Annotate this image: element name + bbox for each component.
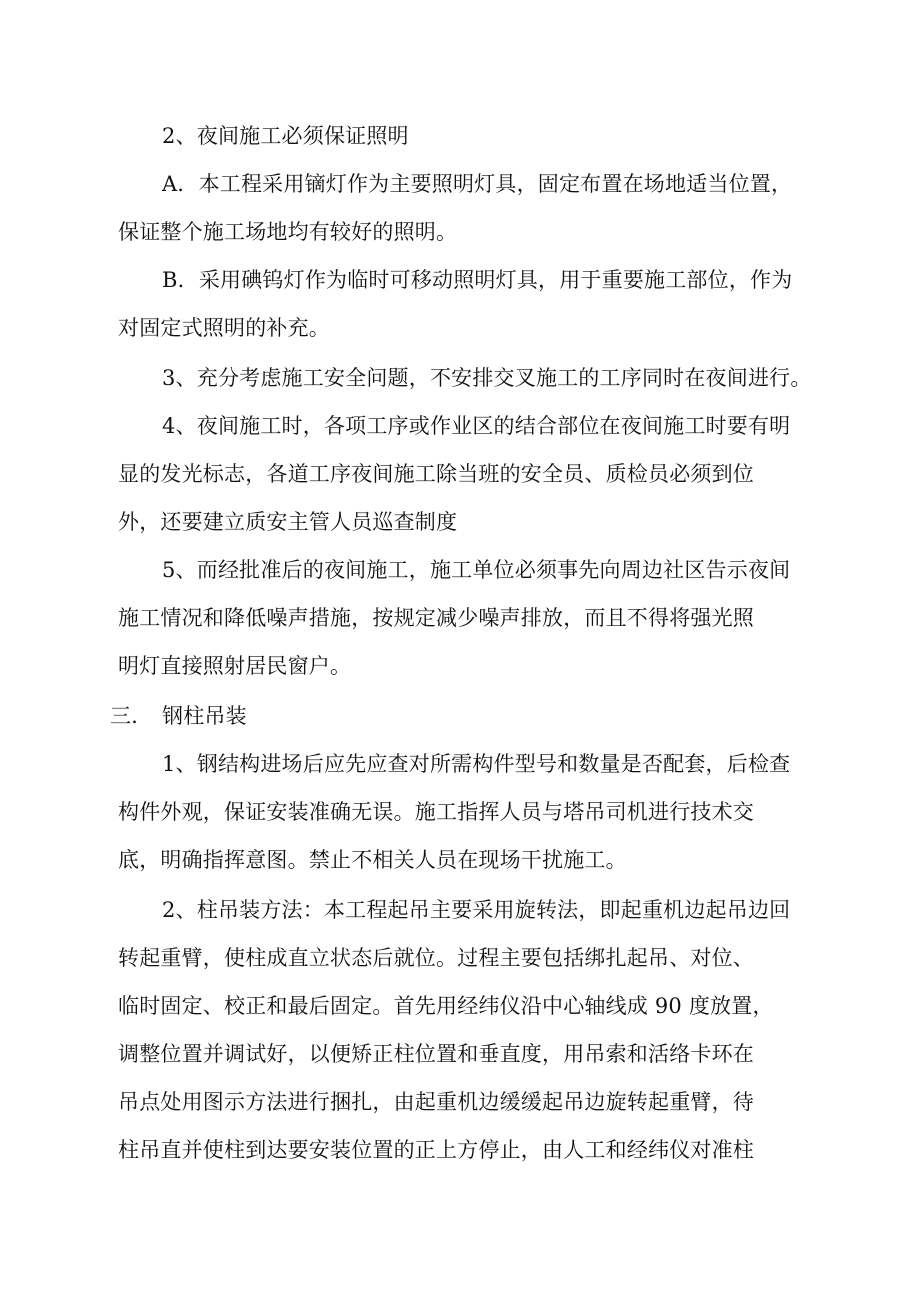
paragraph-line: 对固定式照明的补充。: [118, 316, 330, 340]
paragraph-line: 4、夜间施工时，各项工序或作业区的结合部位在夜间施工时要有明: [162, 414, 791, 438]
paragraph-line: 5、而经批准后的夜间施工，施工单位必须事先向周边社区告示夜间: [162, 558, 791, 582]
paragraph-line: 显的发光标志，各道工序夜间施工除当班的安全员、质检员必须到位: [118, 462, 754, 486]
paragraph-line: 转起重臂，使柱成直立状态后就位。过程主要包括绑扎起吊、对位、: [118, 946, 754, 970]
paragraph-line: 2、柱吊装方法：本工程起吊主要采用旋转法，即起重机边起吊边回: [162, 898, 791, 922]
paragraph-line: 施工情况和降低噪声措施，按规定减少噪声排放，而且不得将强光照: [118, 606, 754, 630]
paragraph-line: 保证整个施工场地均有较好的照明。: [118, 220, 458, 244]
paragraph-line: B．采用碘钨灯作为临时可移动照明灯具，用于重要施工部位，作为: [162, 268, 793, 292]
paragraph-line: 构件外观，保证安装准确无误。施工指挥人员与塔吊司机进行技术交: [118, 800, 754, 824]
paragraph-line: 调整位置并调试好，以便矫正柱位置和垂直度，用吊索和活络卡环在: [118, 1042, 754, 1066]
section-number: 三．: [110, 704, 153, 728]
paragraph-line: 3、充分考虑施工安全问题，不安排交叉施工的工序同时在夜间进行。: [162, 366, 812, 390]
paragraph-line: A．本工程采用镝灯作为主要照明灯具，固定布置在场地适当位置，: [162, 172, 793, 196]
paragraph-line: 临时固定、校正和最后固定。首先用经纬仪沿中心轴线成 90 度放置，: [118, 994, 774, 1018]
paragraph-line: 吊点处用图示方法进行捆扎，由起重机边缓缓起吊边旋转起重臂，待: [118, 1090, 754, 1114]
paragraph-line: 底，明确指挥意图。禁止不相关人员在现场干扰施工。: [118, 848, 627, 872]
section-title: 钢柱吊装: [162, 704, 247, 728]
paragraph-line: 1、钢结构进场后应先应查对所需构件型号和数量是否配套，后检查: [162, 752, 791, 776]
paragraph-line: 2、夜间施工必须保证照明: [162, 124, 409, 148]
paragraph-line: 柱吊直并使柱到达要安装位置的正上方停止，由人工和经纬仪对准柱: [118, 1138, 754, 1162]
paragraph-line: 明灯直接照射居民窗户。: [118, 654, 352, 678]
paragraph-line: 外，还要建立质安主管人员巡查制度: [118, 510, 458, 534]
